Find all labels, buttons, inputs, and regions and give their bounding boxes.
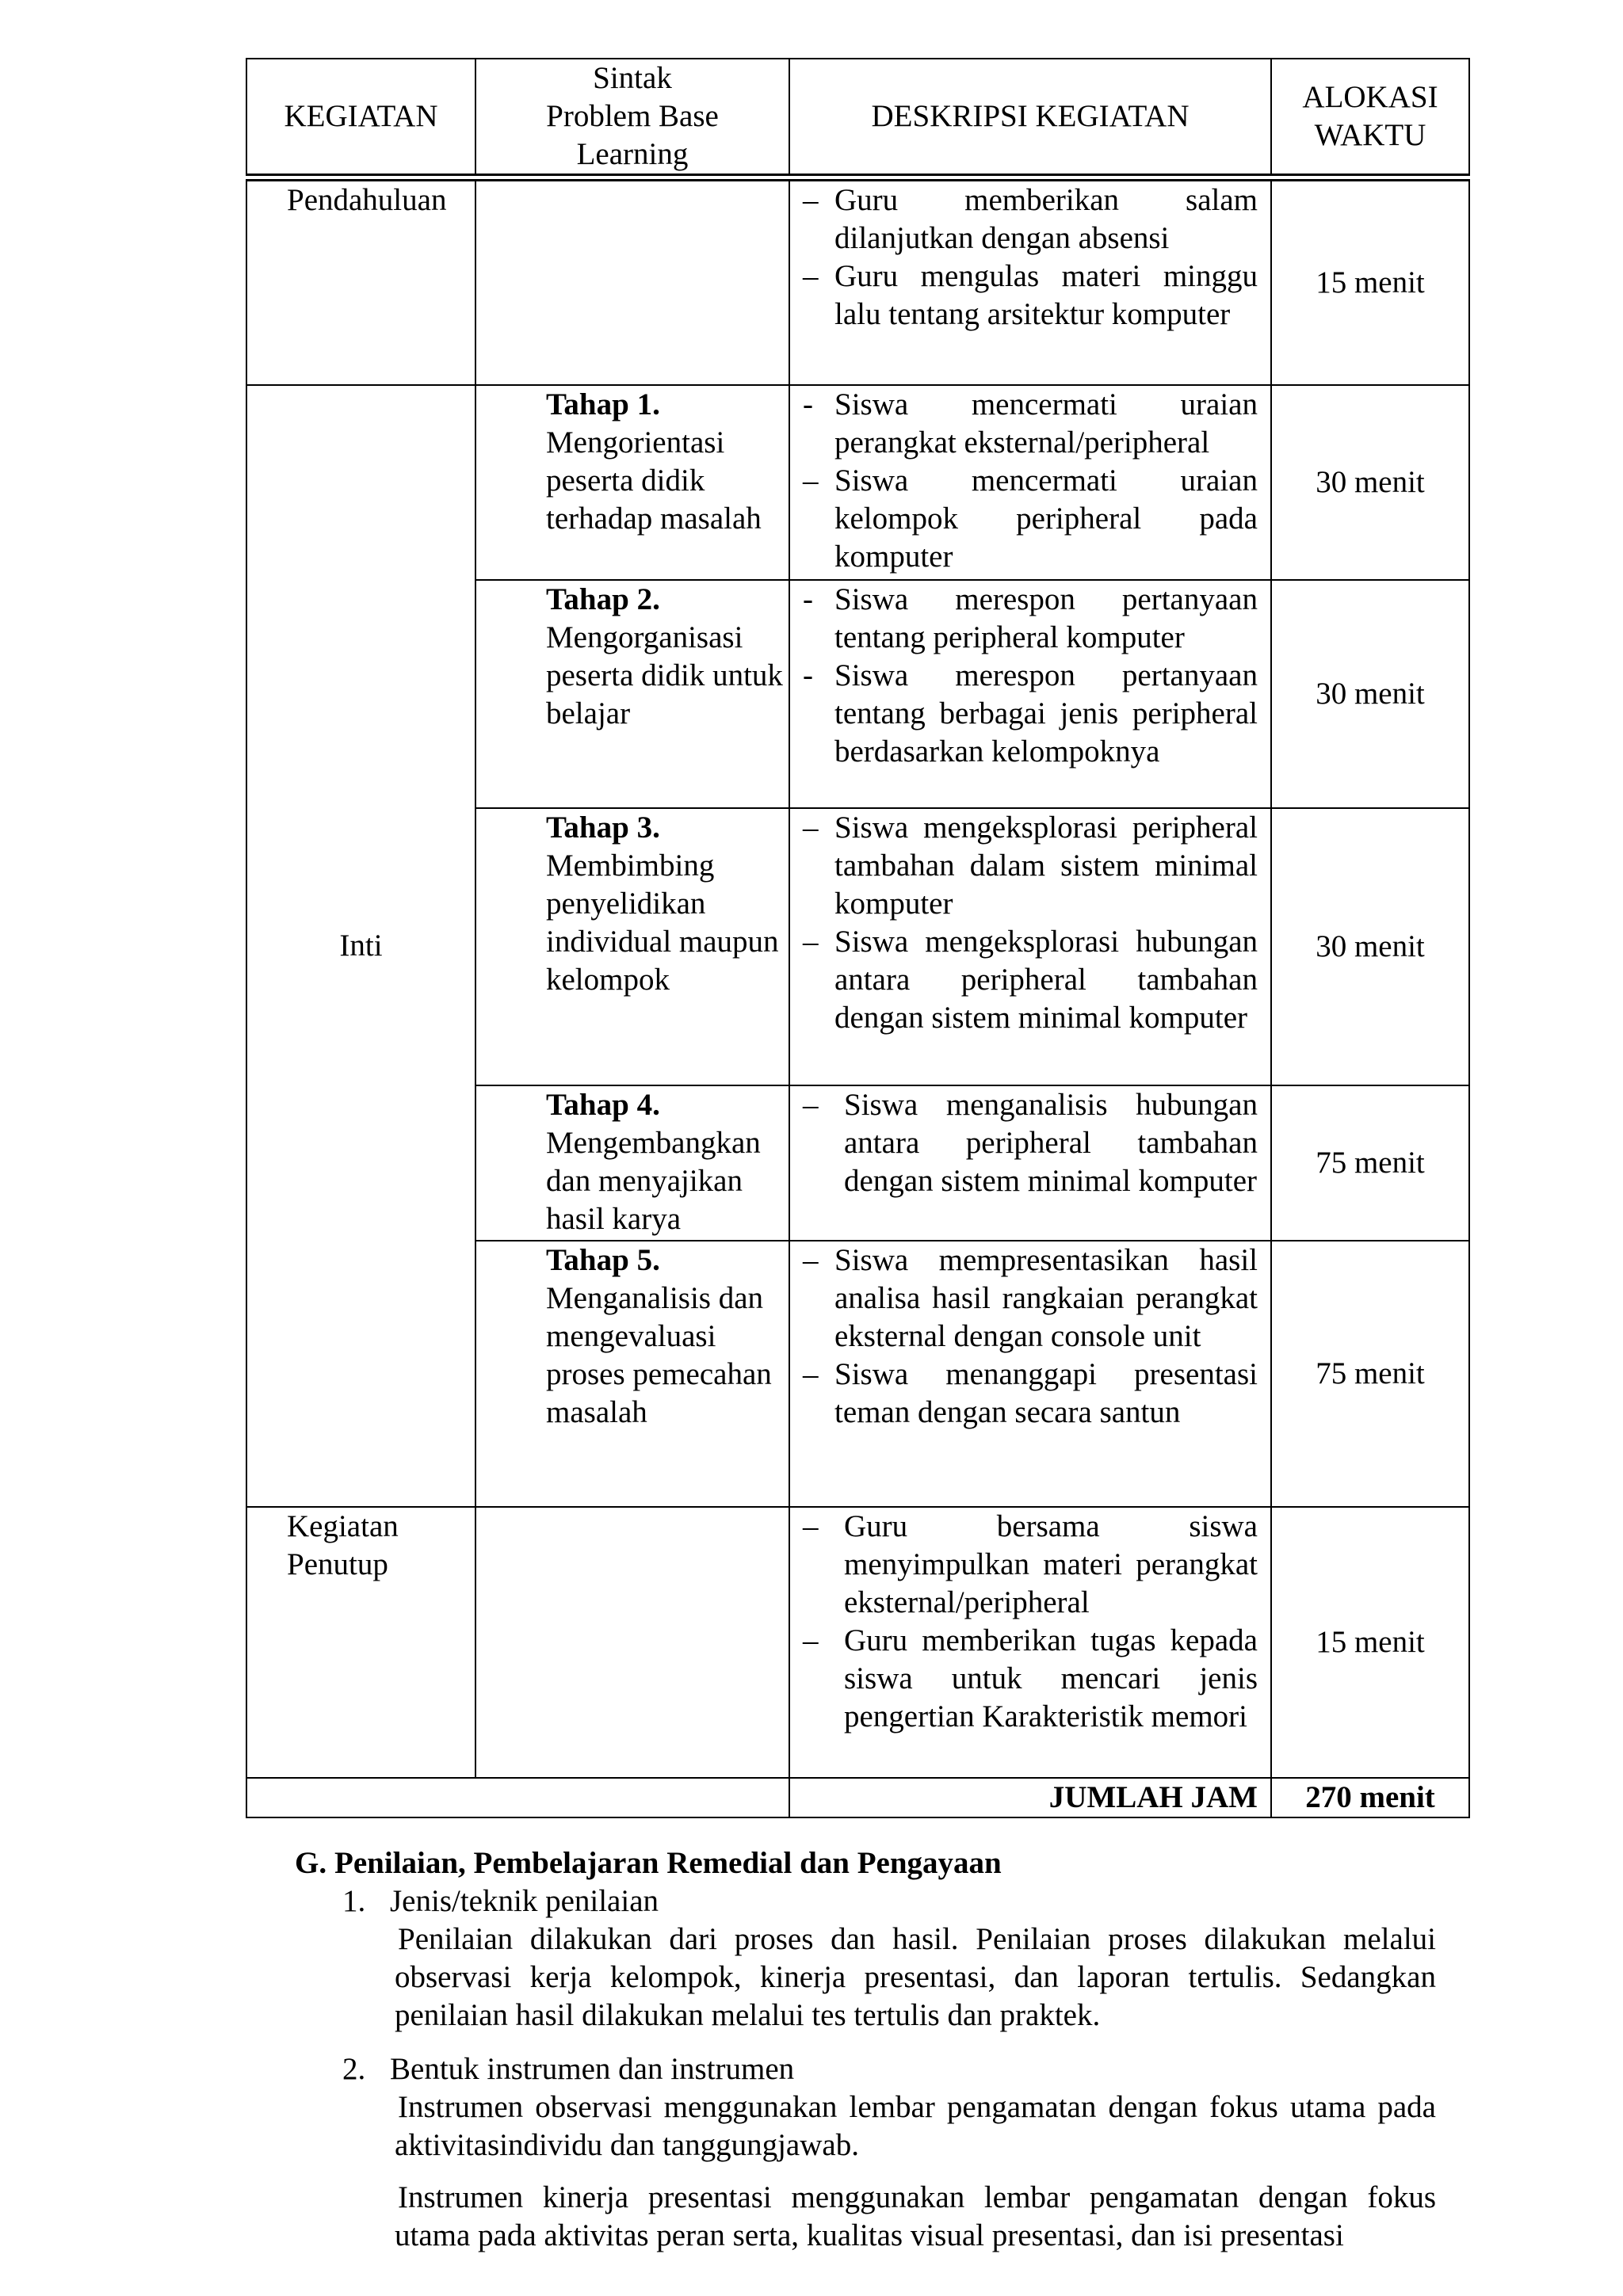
deskripsi-tahap-4 [789, 1085, 1271, 1241]
deskripsi-tahap-3 [789, 808, 1271, 1085]
kegiatan-pendahuluan: Pendahuluan [246, 177, 475, 385]
table-row-tahap-1 [246, 385, 1469, 580]
sintak-tahap-2: Tahap 2. Mengorganisasi peserta didik untuk belajar [475, 580, 789, 808]
sintak-empty [475, 177, 789, 385]
waktu-tahap-2: 30 menit [1271, 580, 1469, 808]
header-deskripsi: DESKRIPSI KEGIATAN [789, 59, 1271, 177]
list-item: – Siswa menanggapi presentasi teman dengan secara santun [803, 1357, 1258, 1429]
section-heading: G. Penilaian, Pembelajaran Remedial dan Pengayaan [295, 1846, 1002, 1880]
total-spacer [246, 1778, 789, 1817]
kegiatan-inti: Inti [246, 385, 475, 1507]
waktu-tahap-4: 75 menit [1271, 1085, 1469, 1241]
waktu-tahap-5: 75 menit [1271, 1241, 1469, 1507]
list-item: - Siswa merespon pertanyaan tentang berbagai jenis peripheral berdasarkan kelompoknya [803, 658, 1258, 769]
header-sintak: Sintak Problem Base Learning [475, 59, 789, 177]
list-item: – Siswa mempresentasikan hasil analisa hasil rangkaian perangkat eksternal dengan console unit [803, 1243, 1258, 1353]
list-item: – Siswa mengeksplorasi peripheral tambahan dalam sistem minimal komputer [803, 810, 1258, 921]
list-item: – Guru memberikan salam dilanjutkan dengan absensi [803, 183, 1258, 255]
table-row-penutup [246, 1507, 1469, 1778]
kegiatan-penutup: Kegiatan Penutup [246, 1507, 475, 1778]
deskripsi-penutup [789, 1507, 1271, 1778]
deskripsi-tahap-2 [789, 580, 1271, 808]
table-row-pendahuluan [246, 177, 1469, 385]
waktu-pendahuluan: 15 menit [1271, 177, 1469, 385]
list-item: - Siswa merespon pertanyaan tentang peripheral komputer [803, 582, 1258, 654]
lesson-activity-table [246, 58, 1470, 1818]
subsection-heading: 2. Bentuk instrumen dan instrumen [342, 2052, 795, 2086]
deskripsi-pendahuluan [789, 177, 1271, 385]
list-item: – Guru memberikan tugas kepada siswa untuk mencari jenis pengertian Karakteristik memori [803, 1623, 1258, 1733]
waktu-tahap-1: 30 menit [1271, 385, 1469, 580]
list-item: – Guru mengulas materi minggu lalu tentang arsitektur komputer [803, 259, 1258, 331]
waktu-penutup: 15 menit [1271, 1507, 1469, 1778]
table-row-total [246, 1778, 1469, 1817]
paragraph: Instrumen observasi menggunakan lembar pengamatan dengan fokus utama pada aktivitasindividu dan tanggungjawab. [395, 2090, 1436, 2162]
header-alokasi: ALOKASI WAKTU [1271, 59, 1469, 177]
header-kegiatan: KEGIATAN [246, 59, 475, 177]
list-item: - Siswa mencermati uraian perangkat eksternal/peripheral [803, 387, 1258, 460]
subsection-2 [342, 2050, 1436, 2088]
sintak-tahap-4: Tahap 4. Mengembangkan dan menyajikan hasil karya [475, 1085, 789, 1241]
total-label: JUMLAH JAM [789, 1778, 1271, 1817]
subsection-heading: 1. Jenis/teknik penilaian [342, 1884, 659, 1918]
sintak-tahap-5: Tahap 5. Menganalisis dan mengevaluasi proses pemecahan masalah [475, 1241, 789, 1507]
sintak-tahap-1: Tahap 1. Mengorientasi peserta didik terhadap masalah [475, 385, 789, 580]
sintak-tahap-3: Tahap 3. Membimbing penyelidikan individual maupun kelompok [475, 808, 789, 1085]
subsection-1 [342, 1882, 1436, 1920]
list-item: – Siswa menganalisis hubungan antara peripheral tambahan dengan sistem minimal komputer [803, 1088, 1258, 1198]
sintak-empty [475, 1507, 789, 1778]
waktu-tahap-3: 30 menit [1271, 808, 1469, 1085]
table-header-row [246, 59, 1469, 177]
list-item: – Guru bersama siswa menyimpulkan materi perangkat eksternal/peripheral [803, 1509, 1258, 1619]
total-value: 270 menit [1271, 1778, 1469, 1817]
paragraph: Penilaian dilakukan dari proses dan hasil. Penilaian proses dilakukan melalui observasi kerja kelompok, kinerja presentasi, dan laporan tertulis. Sedangkan penilaian hasil dilakukan melalui tes tertulis dan praktek. [395, 1922, 1436, 2032]
deskripsi-tahap-5 [789, 1241, 1271, 1507]
list-item: – Siswa mencermati uraian kelompok peripheral pada komputer [803, 463, 1258, 574]
deskripsi-tahap-1 [789, 385, 1271, 580]
paragraph: Instrumen kinerja presentasi menggunakan lembar pengamatan dengan fokus utama pada aktivitas peran serta, kualitas visual presentasi, dan isi presentasi [395, 2180, 1436, 2252]
section-penilaian [295, 1844, 1436, 2255]
list-item: – Siswa mengeksplorasi hubungan antara peripheral tambahan dengan sistem minimal komputer [803, 925, 1258, 1035]
